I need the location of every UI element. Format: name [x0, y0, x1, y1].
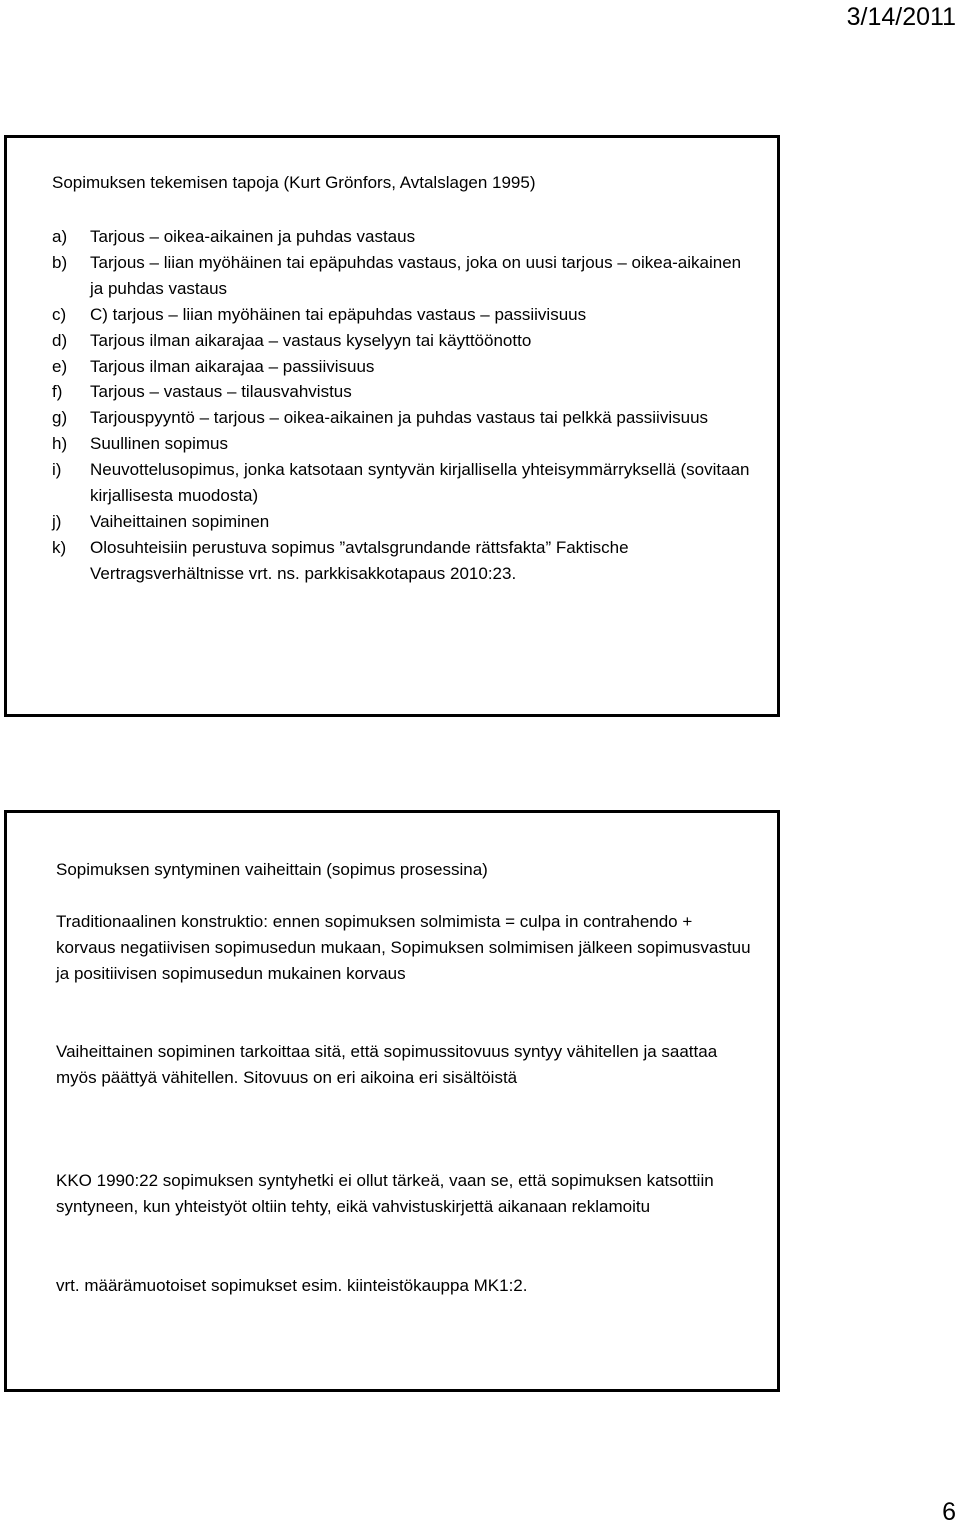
list-item-text: Tarjous – oikea-aikainen ja puhdas vastaus	[90, 227, 416, 246]
list-item-text: Tarjouspyyntö – tarjous – oikea-aikainen ja puhdas vastaus tai pelkkä passiivisuus	[90, 408, 709, 428]
list-item	[52, 405, 752, 431]
formation-methods-list	[52, 224, 752, 587]
list-marker: k)	[52, 537, 67, 557]
list-item	[52, 509, 752, 535]
paragraph-gradual-formation: Vaiheittainen sopiminen tarkoittaa sitä, että sopimussitovuus syntyy vähitellen ja saattaa myös päättyä vähitellen. Sitovuus on eri aikoina eri sisältöistä	[56, 1042, 718, 1087]
list-item	[52, 431, 752, 457]
document-date: 3/14/2011	[846, 3, 956, 31]
list-marker: f)	[52, 382, 63, 402]
list-marker: c)	[52, 304, 67, 324]
list-item	[52, 354, 752, 380]
list-marker: g)	[52, 408, 68, 428]
list-item	[52, 379, 752, 405]
slide-heading: Sopimuksen syntyminen vaiheittain (sopimus prosessina)	[56, 860, 488, 879]
slide-gradual-contract-formation	[4, 810, 780, 1392]
list-marker: j)	[52, 511, 62, 531]
list-item-text: Tarjous – liian myöhäinen tai epäpuhdas vastaus, joka on uusi tarjous – oikea-aikainen ja puhdas vastaus	[90, 252, 742, 298]
list-item-text: Suullinen sopimus	[90, 434, 228, 454]
list-item-text: Vaiheittainen sopiminen	[90, 511, 270, 531]
list-marker: i)	[52, 460, 62, 480]
list-item-text: Olosuhteisiin perustuva sopimus ”avtalsgrundande rättsfakta” Faktische Vertragsverhältnisse vrt. ns. parkkisakkotapaus 2010:23.	[90, 537, 629, 583]
list-marker: a)	[52, 227, 68, 246]
paragraph-kko-case: KKO 1990:22 sopimuksen syntyhetki ei ollut tärkeä, vaan se, että sopimuksen katsottiin syntyneen, kun yhteistyöt oltiin tehty, eikä vahvistuskirjettä aikanaan reklamoitu	[56, 1171, 714, 1216]
list-marker: h)	[52, 434, 68, 454]
list-item-text: Tarjous – vastaus – tilausvahvistus	[90, 382, 352, 402]
list-marker: e)	[52, 356, 68, 376]
paragraph-formal-contracts: vrt. määrämuotoiset sopimukset esim. kiinteistökauppa MK1:2.	[56, 1276, 528, 1295]
list-item-text: Tarjous ilman aikarajaa – passiivisuus	[90, 356, 375, 376]
list-item	[52, 224, 752, 250]
slide-contract-formation-methods	[4, 135, 780, 717]
page-number: 6	[942, 1498, 956, 1526]
list-item	[52, 457, 752, 509]
list-item-text: C) tarjous – liian myöhäinen tai epäpuhdas vastaus – passiivisuus	[90, 304, 587, 324]
list-item	[52, 535, 752, 587]
list-item	[52, 328, 752, 354]
list-item	[52, 250, 752, 302]
list-item	[52, 302, 752, 328]
list-marker: d)	[52, 330, 68, 350]
slide-heading: Sopimuksen tekemisen tapoja (Kurt Grönfors, Avtalslagen 1995)	[52, 173, 536, 192]
paragraph-traditional-construction: Traditionaalinen konstruktio: ennen sopimuksen solmimista = culpa in contrahendo + korvaus negatiivisen sopimusedun mukaan, Sopimuksen solmimisen jälkeen sopimusvastuu ja positiivisen sopimusedun mukainen korvaus	[56, 912, 751, 983]
list-item-text: Neuvottelusopimus, jonka katsotaan syntyvän kirjallisella yhteisymmärryksellä (sovitaan kirjallisesta muodosta)	[90, 460, 750, 506]
list-item-text: Tarjous ilman aikarajaa – vastaus kyselyyn tai käyttöönotto	[90, 330, 532, 350]
list-marker: b)	[52, 252, 68, 272]
